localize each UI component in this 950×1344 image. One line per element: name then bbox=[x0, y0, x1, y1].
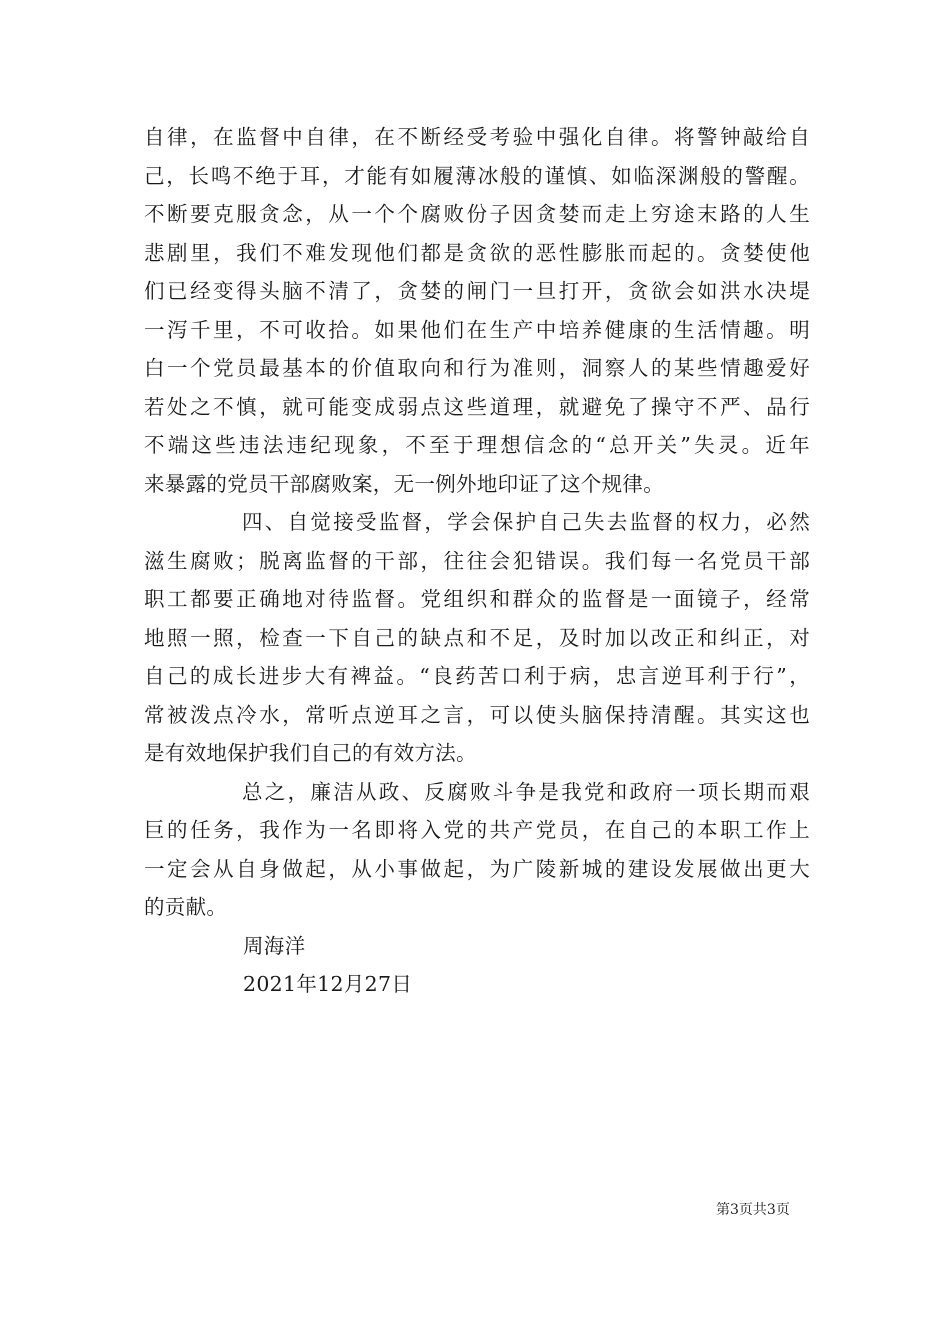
body-line: 是有效地保护我们自己的有效方法。 bbox=[144, 741, 477, 765]
author-name: 周海洋 bbox=[243, 933, 306, 958]
body-line: 不断要克服贪念，从一个个腐败份子因贪婪而走上穷途末路的人生 bbox=[144, 202, 810, 226]
body-line: 自己的成长进步大有裨益。“良药苦口利于病，忠言逆耳利于行”， bbox=[144, 664, 810, 688]
body-line: 滋生腐败；脱离监督的干部，往往会犯错误。我们每一名党员干部 bbox=[144, 548, 810, 573]
body-line: 职工都要正确地对待监督。党组织和群众的监督是一面镜子，经常 bbox=[144, 587, 810, 611]
body-line: 自律，在监督中自律，在不断经受考验中强化自律。将警钟敲给自 bbox=[144, 125, 810, 149]
paragraph-start-line: 总之，廉洁从政、反腐败斗争是我党和政府一项长期而艰 bbox=[242, 779, 810, 804]
body-line: 若处之不慎，就可能变成弱点这些道理，就避免了操守不严、品行 bbox=[144, 394, 810, 419]
body-line: 不端这些违法违纪现象，不至于理想信念的“总开关”失灵。近年 bbox=[144, 433, 810, 457]
body-line: 们已经变得头脑不清了，贪婪的闸门一旦打开，贪欲会如洪水决堤 bbox=[144, 279, 810, 303]
page-number: 第3页共3页 bbox=[716, 1202, 790, 1218]
paragraph-start-line: 四、自觉接受监督，学会保护自己失去监督的权力，必然 bbox=[242, 510, 810, 534]
body-line: 己，长鸣不绝于耳，才能有如履薄冰般的谨慎、如临深渊般的警醒。 bbox=[144, 163, 810, 188]
body-line: 悲剧里，我们不难发现他们都是贪欲的恶性膨胀而起的。贪婪使他 bbox=[144, 240, 810, 265]
document-date: 2021年12月27日 bbox=[243, 972, 413, 996]
body-line: 常被泼点冷水，常听点逆耳之言，可以使头脑保持清醒。其实这也 bbox=[144, 702, 810, 727]
body-line: 白一个党员最基本的价值取向和行为准则，洞察人的某些情趣爱好 bbox=[144, 356, 810, 380]
body-line: 的贡献。 bbox=[144, 895, 228, 919]
body-line: 一泻千里，不可收拾。如果他们在生产中培养健康的生活情趣。明 bbox=[144, 317, 810, 342]
body-line: 地照一照，检查一下自己的缺点和不足，及时加以改正和纠正，对 bbox=[144, 625, 810, 650]
document-body bbox=[144, 118, 810, 1004]
body-line: 巨的任务，我作为一名即将入党的共产党员，在自己的本职工作上 bbox=[144, 818, 810, 842]
body-line: 一定会从自身做起，从小事做起，为广陵新城的建设发展做出更大 bbox=[144, 856, 810, 881]
body-line: 来暴露的党员干部腐败案，无一例外地印证了这个规律。 bbox=[144, 471, 664, 496]
